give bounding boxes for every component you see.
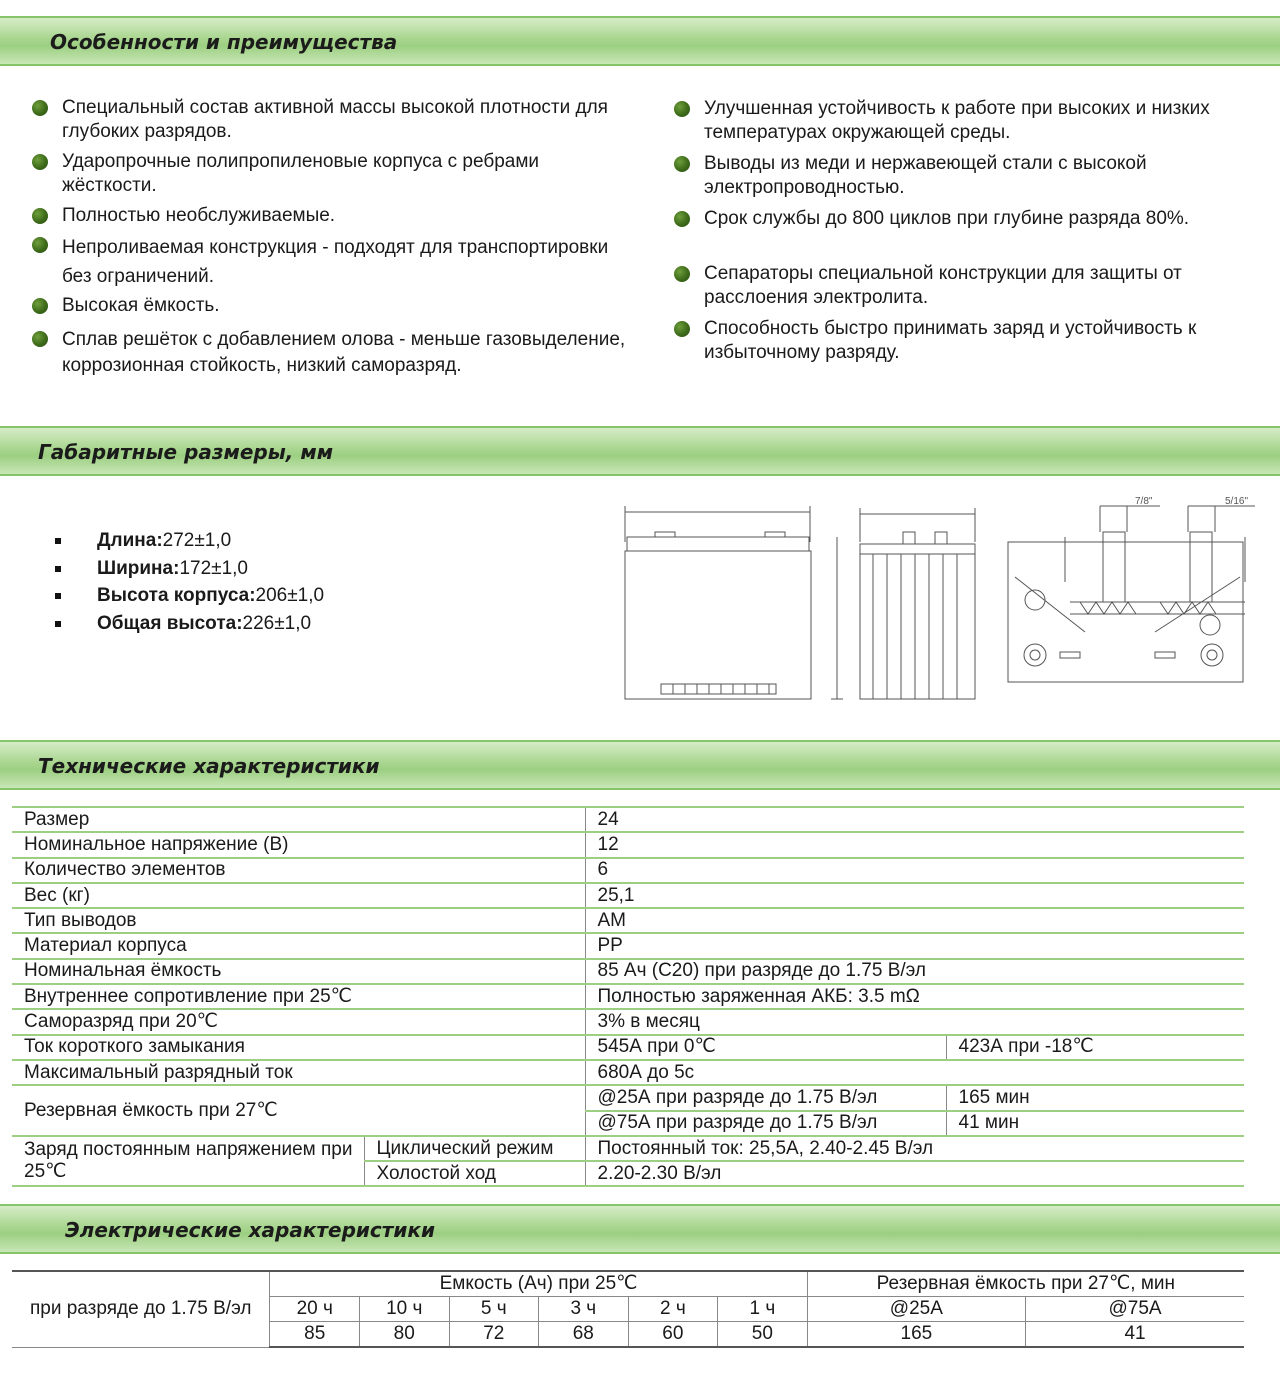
feature-item: Улучшенная устойчивость к работе при высоких и низких температурах окружающей среды. <box>674 97 1234 152</box>
square-bullet-icon <box>55 621 61 627</box>
dimensions-list <box>55 530 324 640</box>
terminal-detail-drawing <box>1008 506 1255 682</box>
terminal-dimension-label: 7/8" <box>1135 496 1153 507</box>
battery-drawing <box>615 492 1265 712</box>
table-row: Заряд постоянным напряжением при 25℃ Циклический режим Постоянный ток: 25,5А, 2.40-2.45 В/эл <box>12 1136 1244 1161</box>
bullet-icon <box>674 321 690 337</box>
table-row: Номинальная ёмкость 85 Ач (С20) при разряде до 1.75 В/эл <box>12 959 1244 984</box>
feature-item: Непроливаемая конструкция - подходят для транспортировки без ограничений. <box>32 233 632 294</box>
table-row: Тип выводов AM <box>12 908 1244 933</box>
table-row: Размер 24 <box>12 807 1244 832</box>
table-row: @75А при разряде до 1.75 В/эл 41 мин <box>12 1111 1244 1136</box>
bullet-icon <box>674 266 690 282</box>
features-left-list <box>32 96 632 379</box>
table-row: Номинальное напряжение (В) 12 <box>12 832 1244 857</box>
feature-item: Специальный состав активной массы высокой плотности для глубоких разрядов. <box>32 96 632 150</box>
bullet-icon <box>32 100 48 116</box>
terminal-dimension-label: 5/16" <box>1225 496 1249 507</box>
feature-item: Срок службы до 800 циклов при глубине разряда 80%. <box>674 207 1234 262</box>
section-header-features <box>0 16 1280 66</box>
feature-item: Сепараторы специальной конструкции для защиты от расслоения электролита. <box>674 262 1234 317</box>
table-row: Количество элементов 6 <box>12 858 1244 883</box>
dimension-item: Длина:272±1,0 <box>55 530 324 558</box>
feature-item: Высокая ёмкость. <box>32 294 632 327</box>
side-view-drawing <box>860 508 975 699</box>
section-title: Габаритные размеры, мм <box>38 440 334 464</box>
technical-table <box>12 806 1244 1187</box>
row-label: при разряде до 1.75 В/эл <box>12 1271 270 1347</box>
feature-item: Выводы из меди и нержавеющей стали с высокой электропроводностью. <box>674 152 1234 207</box>
reserve-header: Резервная ёмкость при 27℃, мин <box>807 1271 1244 1297</box>
square-bullet-icon <box>55 593 61 599</box>
section-title: Особенности и преимущества <box>50 30 398 54</box>
feature-item: Ударопрочные полипропиленовые корпуса с ребрами жёсткости. <box>32 150 632 204</box>
capacity-header: Емкость (Ач) при 25℃ <box>270 1271 807 1297</box>
bullet-icon <box>674 211 690 227</box>
feature-item: Сплав решёток с добавлением олова - меньше газовыделение, коррозионная стойкость, низкий саморазряд. <box>32 327 632 379</box>
square-bullet-icon <box>55 538 61 544</box>
table-row: Внутреннее сопротивление при 25℃ Полностью заряженная АКБ: 3.5 mΩ <box>12 984 1244 1009</box>
bullet-icon <box>32 237 48 253</box>
dimension-item: Высота корпуса:206±1,0 <box>55 585 324 613</box>
table-row: Вес (кг) 25,1 <box>12 883 1244 908</box>
table-row: 20 ч 10 ч 5 ч 3 ч 2 ч 1 ч @25А @75А <box>12 1297 1244 1322</box>
table-row: Максимальный разрядный ток 680А до 5с <box>12 1060 1244 1085</box>
features-right-list <box>674 97 1234 365</box>
bullet-icon <box>32 331 48 347</box>
table-row: Ток короткого замыкания 545А при 0℃ 423А при -18℃ <box>12 1035 1244 1060</box>
section-header-electrical <box>0 1204 1280 1254</box>
section-header-dimensions <box>0 426 1280 476</box>
bullet-icon <box>32 298 48 314</box>
feature-item: Полностью необслуживаемые. <box>32 204 632 233</box>
section-title: Электрические характеристики <box>65 1218 435 1242</box>
bullet-icon <box>674 101 690 117</box>
front-view-drawing <box>625 506 843 699</box>
table-row: Материал корпуса PP <box>12 933 1244 958</box>
bullet-icon <box>674 156 690 172</box>
dimension-item: Ширина:172±1,0 <box>55 558 324 586</box>
feature-item: Способность быстро принимать заряд и устойчивость к избыточному разряду. <box>674 317 1234 365</box>
square-bullet-icon <box>55 566 61 572</box>
table-row <box>12 1271 1244 1297</box>
dimension-item: Общая высота:226±1,0 <box>55 613 324 641</box>
section-header-technical <box>0 740 1280 790</box>
table-row: 85 80 72 68 60 50 165 41 <box>12 1322 1244 1348</box>
section-title: Технические характеристики <box>38 754 380 778</box>
table-row: Резервная ёмкость при 27℃ @25А при разряде до 1.75 В/эл 165 мин <box>12 1085 1244 1110</box>
electrical-table <box>12 1270 1244 1348</box>
table-row: Саморазряд при 20℃ 3% в месяц <box>12 1009 1244 1034</box>
bullet-icon <box>32 154 48 170</box>
bullet-icon <box>32 208 48 224</box>
table-row: Холостой ход 2.20-2.30 В/эл <box>12 1161 1244 1186</box>
